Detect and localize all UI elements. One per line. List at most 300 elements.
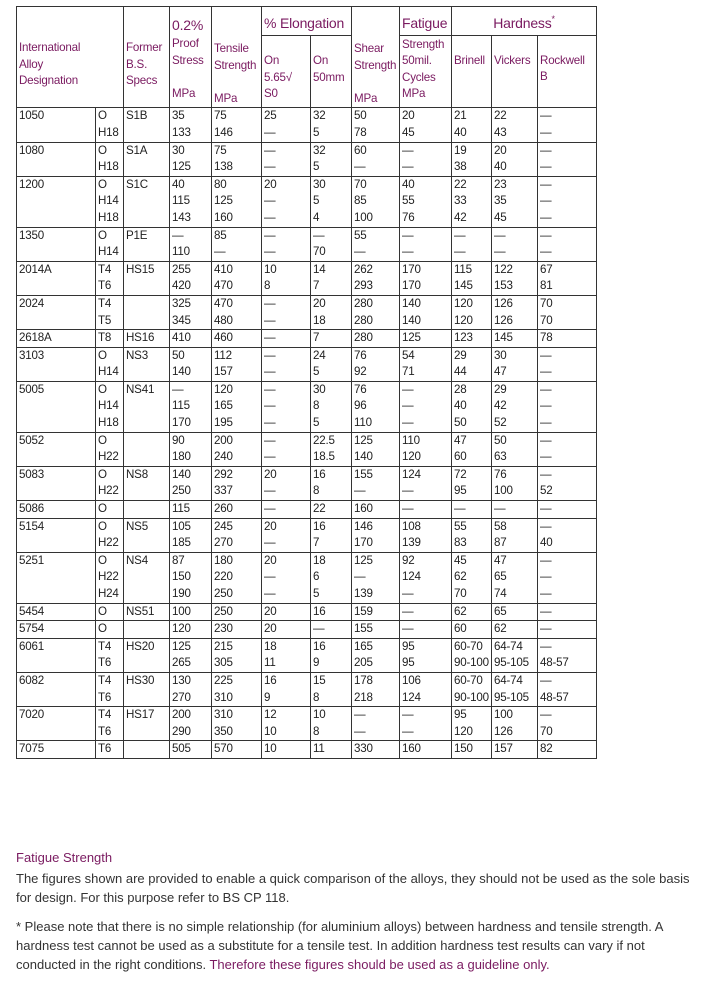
cell-value: 47 xyxy=(494,553,507,567)
cell-alloy: 1080 xyxy=(17,142,96,176)
cell-tensile xyxy=(212,295,262,329)
cell-value: 170 xyxy=(354,536,373,550)
cell-proof xyxy=(170,501,212,519)
cell-shear xyxy=(352,108,400,142)
cell-vickers xyxy=(492,108,538,142)
cell-value: 30 xyxy=(313,382,326,396)
cell-value: 126 xyxy=(494,724,513,738)
cell-value: 22 xyxy=(454,177,467,191)
cell-value: NS4 xyxy=(126,553,148,567)
cell-former xyxy=(124,432,170,466)
cell-tensile xyxy=(212,518,262,552)
cell-value: — xyxy=(540,160,552,174)
cell-value: — xyxy=(402,160,414,174)
header-text: 50mm xyxy=(313,70,345,84)
cell-vickers xyxy=(492,261,538,295)
fatigue-strength-heading: Fatigue Strength xyxy=(16,850,113,865)
cell-former xyxy=(124,347,170,381)
cell-value: — xyxy=(264,348,276,362)
header-unit: MPa xyxy=(402,87,426,101)
cell-value: 460 xyxy=(214,331,233,345)
cell-elong-b xyxy=(311,381,352,432)
cell-value: 78 xyxy=(354,125,367,139)
cell-value: 92 xyxy=(354,365,367,379)
cell-value: H22 xyxy=(98,450,119,464)
cell-tensile xyxy=(212,330,262,348)
cell-value: NS41 xyxy=(126,382,155,396)
cell-former xyxy=(124,672,170,706)
cell-value: T6 xyxy=(98,279,112,293)
cell-value: H22 xyxy=(98,570,119,584)
cell-rockwell xyxy=(538,672,597,706)
cell-value: HS17 xyxy=(126,708,155,722)
cell-value: 65 xyxy=(494,570,507,584)
cell-temper xyxy=(96,330,124,348)
cell-value: 29 xyxy=(454,348,467,362)
cell-vickers xyxy=(492,707,538,741)
cell-value: — xyxy=(354,160,366,174)
cell-value: HS30 xyxy=(126,673,155,687)
cell-alloy: 3103 xyxy=(17,347,96,381)
cell-value: — xyxy=(354,245,366,259)
cell-former xyxy=(124,741,170,759)
cell-temper xyxy=(96,142,124,176)
cell-value: 170 xyxy=(172,416,191,430)
cell-value: 250 xyxy=(214,604,233,618)
table-row xyxy=(17,603,597,621)
cell-value: 290 xyxy=(172,724,191,738)
header-spacer xyxy=(214,74,259,91)
cell-value: 42 xyxy=(494,399,507,413)
cell-value: 240 xyxy=(214,450,233,464)
cell-value: — xyxy=(494,245,506,259)
cell-rockwell xyxy=(538,621,597,639)
cell-value: O xyxy=(98,109,107,123)
cell-value: 115 xyxy=(172,502,190,516)
cell-value: 45 xyxy=(454,553,467,567)
cell-elong-a xyxy=(262,741,311,759)
cell-elong-b xyxy=(311,621,352,639)
cell-vickers xyxy=(492,552,538,603)
cell-rockwell xyxy=(538,741,597,759)
cell-proof xyxy=(170,295,212,329)
cell-value: 30 xyxy=(494,348,507,362)
cell-value: 70 xyxy=(540,724,553,738)
cell-value: T6 xyxy=(98,742,112,756)
cell-value: — xyxy=(264,416,276,430)
alloy-properties-table xyxy=(16,6,597,759)
cell-fatigue xyxy=(400,261,452,295)
cell-value: 85 xyxy=(214,228,227,242)
cell-former xyxy=(124,621,170,639)
cell-value: 337 xyxy=(214,484,233,498)
cell-vickers xyxy=(492,672,538,706)
cell-value: 270 xyxy=(214,536,233,550)
cell-value: 8 xyxy=(313,690,320,704)
cell-value: — xyxy=(540,673,552,687)
cell-value: 20 xyxy=(264,467,277,481)
table-row xyxy=(17,142,597,176)
cell-proof xyxy=(170,227,212,261)
cell-brinell xyxy=(452,466,492,500)
cell-value: T8 xyxy=(98,331,112,345)
cell-temper xyxy=(96,295,124,329)
cell-value: O xyxy=(98,553,107,567)
cell-vickers xyxy=(492,603,538,621)
cell-value xyxy=(126,621,167,638)
cell-value xyxy=(126,741,167,758)
cell-value: — xyxy=(540,639,552,653)
cell-alloy: 7020 xyxy=(17,707,96,741)
cell-elong-b xyxy=(311,552,352,603)
cell-value: 260 xyxy=(214,502,233,516)
cell-value: 105 xyxy=(172,519,191,533)
cell-value: 133 xyxy=(172,125,191,139)
cell-proof xyxy=(170,261,212,295)
cell-vickers xyxy=(492,330,538,348)
cell-vickers xyxy=(492,381,538,432)
cell-value: — xyxy=(264,125,276,139)
cell-former xyxy=(124,638,170,672)
cell-rockwell xyxy=(538,108,597,142)
cell-value: — xyxy=(540,228,552,242)
header-text: Specs xyxy=(126,74,158,88)
cell-vickers xyxy=(492,518,538,552)
cell-value: 140 xyxy=(402,296,421,310)
cell-value: — xyxy=(454,228,466,242)
cell-tensile xyxy=(212,432,262,466)
header-unit: MPa xyxy=(214,91,238,105)
cell-brinell xyxy=(452,552,492,603)
cell-value: — xyxy=(540,245,552,259)
cell-value: 64-74 xyxy=(494,673,523,687)
cell-value: 139 xyxy=(402,536,421,550)
header-text: International xyxy=(19,41,81,54)
cell-value: 95 xyxy=(402,639,415,653)
hardness-note xyxy=(16,917,696,974)
cell-temper xyxy=(96,466,124,500)
cell-value: — xyxy=(454,502,466,516)
cell-value: 80 xyxy=(214,177,227,191)
cell-value: 245 xyxy=(214,519,233,533)
cell-value: 280 xyxy=(354,331,373,345)
table-row xyxy=(17,501,597,519)
cell-brinell xyxy=(452,261,492,295)
table-row xyxy=(17,381,597,432)
cell-elong-b xyxy=(311,432,352,466)
cell-brinell xyxy=(452,381,492,432)
header-text: 5.65√ xyxy=(264,70,292,84)
cell-value: 200 xyxy=(214,433,233,447)
cell-value: 160 xyxy=(354,502,373,516)
cell-value xyxy=(126,296,167,313)
cell-value: — xyxy=(354,570,366,584)
cell-value: 280 xyxy=(354,313,373,327)
cell-value: 250 xyxy=(214,587,233,600)
cell-rockwell xyxy=(538,142,597,176)
cell-value: 123 xyxy=(454,331,473,345)
cell-vickers xyxy=(492,227,538,261)
cell-former xyxy=(124,552,170,603)
header-rockwell xyxy=(538,35,597,108)
cell-value: — xyxy=(264,536,276,550)
cell-value: 22 xyxy=(313,502,326,516)
cell-elong-a xyxy=(262,466,311,500)
cell-value: T5 xyxy=(98,313,112,327)
cell-alloy: 7075 xyxy=(17,741,96,759)
cell-value: 18.5 xyxy=(313,450,335,464)
cell-value: — xyxy=(264,587,276,600)
cell-value: H14 xyxy=(98,245,119,259)
cell-value: 40 xyxy=(172,177,185,191)
cell-tensile xyxy=(212,672,262,706)
cell-value: 95 xyxy=(454,484,467,498)
cell-value: 85 xyxy=(354,194,367,208)
cell-value: 11 xyxy=(313,742,325,756)
cell-proof xyxy=(170,518,212,552)
cell-value: 205 xyxy=(354,656,373,670)
cell-brinell xyxy=(452,330,492,348)
cell-temper xyxy=(96,176,124,227)
cell-value: 150 xyxy=(172,570,191,584)
cell-value: 140 xyxy=(402,313,421,327)
header-text: Rockwell xyxy=(540,53,585,67)
cell-brinell xyxy=(452,672,492,706)
header-text: Strength xyxy=(402,37,445,51)
cell-rockwell xyxy=(538,552,597,603)
cell-alloy: 5005 xyxy=(17,381,96,432)
cell-value: 120 xyxy=(454,296,473,310)
cell-value: 4 xyxy=(313,210,320,224)
cell-value: 100 xyxy=(494,484,513,498)
cell-value: 90 xyxy=(172,433,185,447)
cell-elong-b xyxy=(311,142,352,176)
cell-elong-a xyxy=(262,347,311,381)
header-text: Former xyxy=(126,41,163,54)
cell-value: 155 xyxy=(354,622,373,636)
cell-value: 265 xyxy=(172,656,191,670)
cell-value: O xyxy=(98,604,107,618)
cell-value: 63 xyxy=(494,450,507,464)
cell-elong-a xyxy=(262,603,311,621)
cell-value: 47 xyxy=(494,365,507,379)
table-row xyxy=(17,621,597,639)
cell-value: 157 xyxy=(494,742,513,756)
cell-value: 215 xyxy=(214,639,233,653)
cell-elong-a xyxy=(262,638,311,672)
header-spacer xyxy=(313,37,349,54)
cell-value: O xyxy=(98,622,107,636)
cell-value: 165 xyxy=(214,399,233,413)
cell-elong-a xyxy=(262,518,311,552)
header-elongation-group: % Elongation xyxy=(262,7,352,36)
cell-value: 220 xyxy=(214,570,233,584)
header-text: B.S. xyxy=(126,57,148,71)
cell-value: 120 xyxy=(214,382,233,396)
cell-value: 410 xyxy=(172,331,191,345)
cell-fatigue xyxy=(400,381,452,432)
cell-value: O xyxy=(98,143,107,157)
cell-value: 480 xyxy=(214,313,233,327)
cell-value: 5 xyxy=(313,160,320,174)
cell-value: 32 xyxy=(313,109,326,123)
cell-value: S1C xyxy=(126,177,148,191)
cell-tensile xyxy=(212,638,262,672)
cell-value: 22 xyxy=(494,109,507,123)
cell-value: 293 xyxy=(354,279,373,293)
header-text: B xyxy=(540,70,548,84)
cell-value: 140 xyxy=(172,365,191,379)
cell-value: 67 xyxy=(540,262,553,276)
cell-fatigue xyxy=(400,295,452,329)
cell-value: H18 xyxy=(98,416,119,430)
cell-value: 20 xyxy=(494,143,507,157)
cell-value: — xyxy=(264,245,276,259)
cell-value: 20 xyxy=(264,519,277,533)
cell-value: 140 xyxy=(354,450,373,464)
cell-alloy: 1050 xyxy=(17,108,96,142)
header-spacer xyxy=(264,37,308,54)
cell-alloy: 5086 xyxy=(17,501,96,519)
cell-tensile xyxy=(212,707,262,741)
cell-elong-a xyxy=(262,108,311,142)
cell-value: — xyxy=(264,484,276,498)
header-former-bs-specs xyxy=(124,7,170,108)
cell-fatigue xyxy=(400,638,452,672)
cell-value: 47 xyxy=(454,433,467,447)
header-text: Alloy xyxy=(19,57,44,71)
cell-value: 8 xyxy=(313,484,320,498)
cell-proof xyxy=(170,638,212,672)
table-row xyxy=(17,432,597,466)
cell-shear xyxy=(352,432,400,466)
cell-elong-b xyxy=(311,227,352,261)
cell-value: T4 xyxy=(98,673,112,687)
cell-vickers xyxy=(492,741,538,759)
cell-value: 195 xyxy=(214,416,233,430)
cell-alloy: 5083 xyxy=(17,466,96,500)
cell-value: — xyxy=(540,365,552,379)
cell-shear xyxy=(352,672,400,706)
cell-tensile xyxy=(212,741,262,759)
cell-value: — xyxy=(494,502,506,516)
cell-value: 5 xyxy=(313,587,320,600)
cell-brinell xyxy=(452,518,492,552)
cell-shear xyxy=(352,347,400,381)
cell-value: 70 xyxy=(540,313,553,327)
cell-value: P1E xyxy=(126,228,148,242)
cell-value: 22.5 xyxy=(313,433,335,447)
cell-value: 7 xyxy=(313,331,320,345)
cell-brinell xyxy=(452,176,492,227)
cell-value: 160 xyxy=(402,742,421,756)
cell-value: 115 xyxy=(172,399,190,413)
cell-value: 10 xyxy=(264,742,277,756)
cell-value: S1A xyxy=(126,143,148,157)
cell-elong-b xyxy=(311,501,352,519)
cell-value: 24 xyxy=(313,348,326,362)
cell-brinell xyxy=(452,741,492,759)
header-text: Stress xyxy=(172,53,204,67)
table-row xyxy=(17,466,597,500)
cell-value: — xyxy=(214,245,226,259)
cell-value: T6 xyxy=(98,724,112,738)
cell-value: 20 xyxy=(402,109,415,123)
cell-tensile xyxy=(212,261,262,295)
cell-value: 95 xyxy=(402,656,415,670)
header-text: Vickers xyxy=(494,53,531,67)
cell-value: 16 xyxy=(313,604,326,618)
cell-value: 5 xyxy=(313,125,320,139)
cell-value: 5 xyxy=(313,365,320,379)
cell-elong-b xyxy=(311,672,352,706)
cell-value: 70 xyxy=(354,177,367,191)
cell-value: 200 xyxy=(172,708,191,722)
cell-value: 60-70 xyxy=(454,639,483,653)
table-body xyxy=(17,108,597,759)
header-shear-strength xyxy=(352,7,400,108)
cell-alloy: 2024 xyxy=(17,295,96,329)
cell-value: 48-57 xyxy=(540,690,569,704)
cell-value: 8 xyxy=(313,399,320,413)
cell-former xyxy=(124,261,170,295)
cell-rockwell xyxy=(538,518,597,552)
cell-value: 92 xyxy=(402,553,415,567)
cell-value: 505 xyxy=(172,742,191,756)
cell-temper xyxy=(96,261,124,295)
cell-value: 76 xyxy=(354,382,367,396)
cell-value: 10 xyxy=(264,262,277,276)
cell-value: T4 xyxy=(98,296,112,310)
cell-value: — xyxy=(264,570,276,584)
cell-value: 115 xyxy=(172,194,190,208)
header-text: On xyxy=(313,54,329,68)
header-spacer xyxy=(354,74,397,91)
cell-value: 190 xyxy=(172,587,191,600)
cell-value: — xyxy=(540,587,552,600)
cell-value: O xyxy=(98,177,107,191)
table-row xyxy=(17,638,597,672)
cell-brinell xyxy=(452,108,492,142)
cell-rockwell xyxy=(538,295,597,329)
cell-value: 112 xyxy=(214,348,232,362)
cell-proof xyxy=(170,432,212,466)
cell-value: — xyxy=(264,450,276,464)
cell-value: 96 xyxy=(354,399,367,413)
cell-value: 100 xyxy=(494,708,513,722)
cell-tensile xyxy=(212,466,262,500)
cell-value: 55 xyxy=(402,194,415,208)
cell-shear xyxy=(352,330,400,348)
cell-value: — xyxy=(454,245,466,259)
cell-former xyxy=(124,142,170,176)
cell-value: H24 xyxy=(98,587,119,600)
cell-value: — xyxy=(264,160,276,174)
header-proof-stress xyxy=(170,7,212,108)
cell-value: — xyxy=(264,143,276,157)
cell-value: 50 xyxy=(354,109,367,123)
cell-rockwell xyxy=(538,261,597,295)
cell-rockwell xyxy=(538,432,597,466)
cell-alloy: 2618A xyxy=(17,330,96,348)
cell-value: T6 xyxy=(98,656,112,670)
cell-value: 125 xyxy=(214,194,233,208)
cell-value: 18 xyxy=(313,553,326,567)
cell-value: — xyxy=(540,143,552,157)
cell-value: 230 xyxy=(214,622,233,636)
header-text: Cycles xyxy=(402,70,436,84)
cell-shear xyxy=(352,261,400,295)
